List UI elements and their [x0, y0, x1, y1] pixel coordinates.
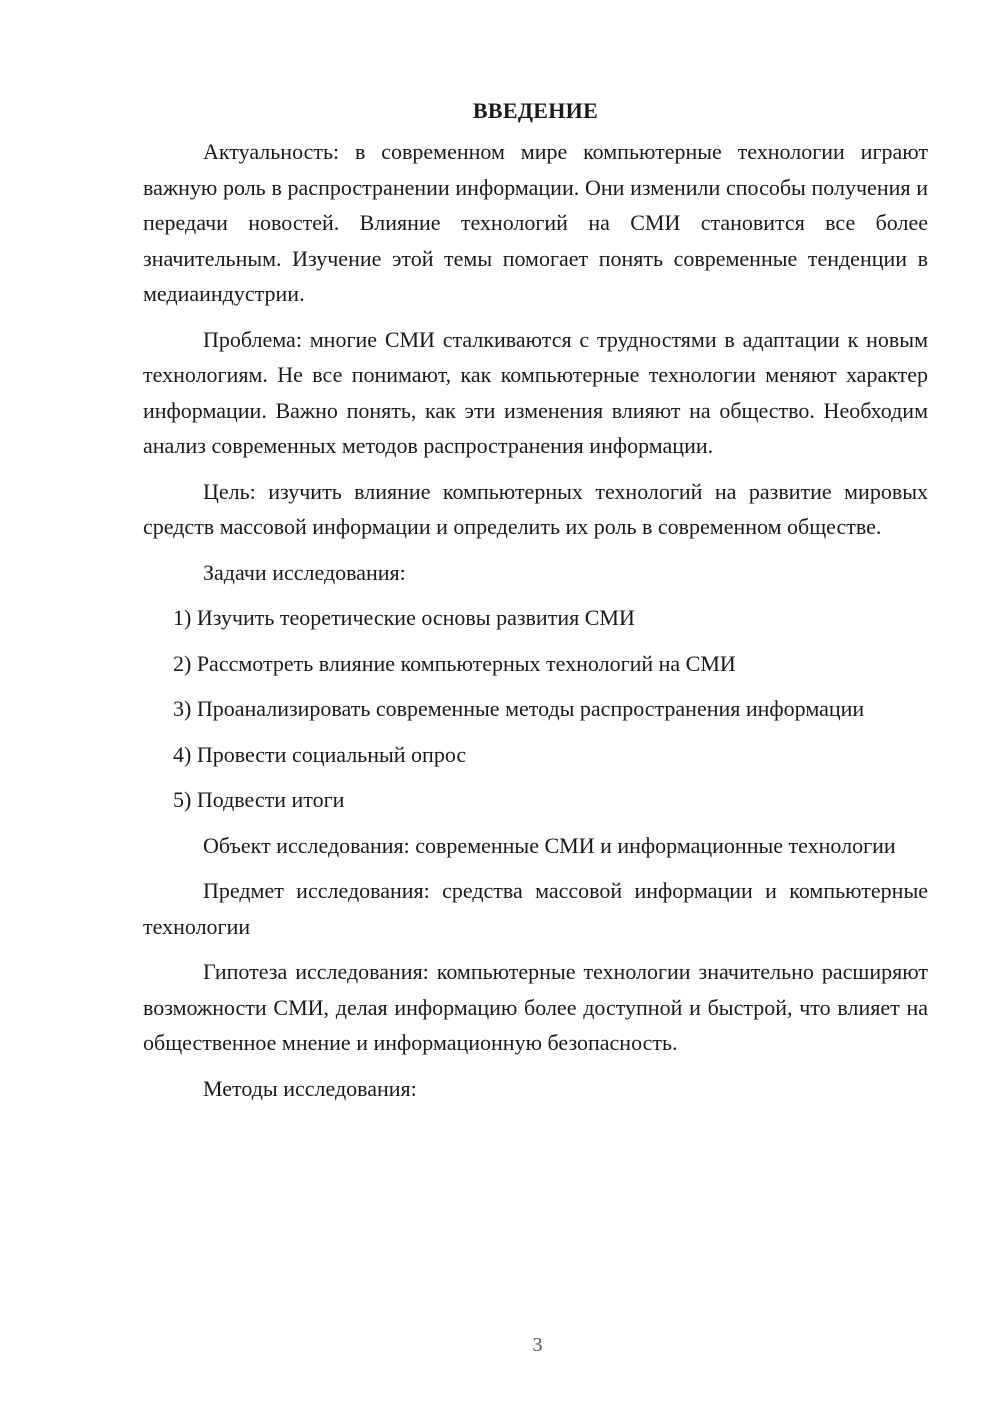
list-item: 3) Проанализировать современные методы распространения информации: [173, 696, 865, 721]
list-item: 5) Подвести итоги: [173, 787, 345, 812]
page-number: 3: [532, 1334, 543, 1356]
list-item: 1) Изучить теоретические основы развития СМИ: [173, 605, 635, 630]
methods-heading: Методы исследования:: [203, 1075, 417, 1101]
tasks-heading: Задачи исследования:: [203, 559, 406, 585]
list-item: 2) Рассмотреть влияние компьютерных технологий на СМИ: [173, 650, 736, 676]
document-page: [143, 95, 928, 1116]
paragraph-subject: Предмет исследования: средства массовой информации и компьютерные технологии: [143, 878, 928, 939]
page-title: ВВЕДЕНИЕ: [472, 98, 599, 123]
list-item: 4) Провести социальный опрос: [173, 741, 467, 767]
tasks-list: [143, 600, 928, 818]
paragraph-goal: Цель: изучить влияние компьютерных технологий на развитие мировых средств массовой информации и определить их роль в современном обществе.: [143, 478, 928, 539]
paragraph-relevance: Актуальность: в современном мире компьютерные технологии играют важную роль в распространении информации. Они изменили способы получения и передачи новостей. Влияние технологий на СМИ становится все более значительным. Изучение этой темы помогает понять современные тенденции в медиаиндустрии.: [143, 139, 928, 306]
paragraph-object: Объект исследования: современные СМИ и информационные технологии: [203, 832, 896, 858]
paragraph-problem: Проблема: многие СМИ сталкиваются с трудностями в адаптации к новым технологиям. Не все понимают, как компьютерные технологии меняют характер информации. Важно понять, как эти изменения влияют на общество. Необходим анализ современных методов распространения информации.: [143, 326, 928, 458]
paragraph-hypothesis: Гипотеза исследования: компьютерные технологии значительно расширяют возможности СМИ, делая информацию более доступной и быстрой, что влияет на общественное мнение и информационную безопасность.: [143, 959, 928, 1055]
